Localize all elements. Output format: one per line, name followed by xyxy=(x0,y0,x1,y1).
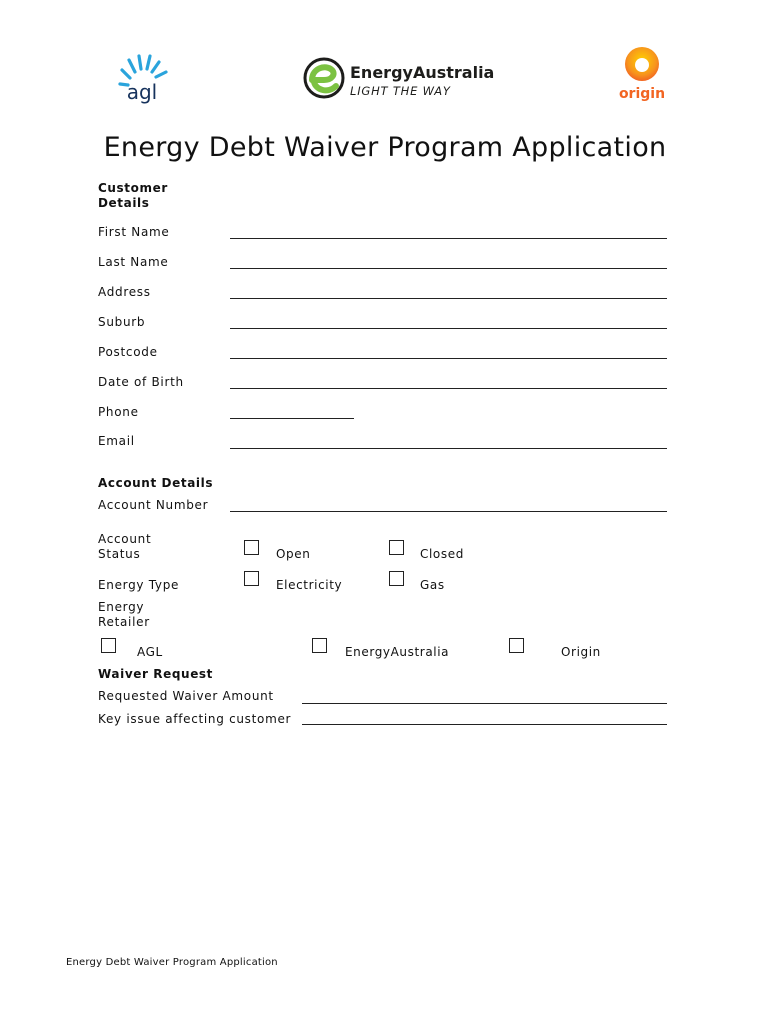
waiver-request-heading: Waiver Request xyxy=(98,667,214,681)
address-label: Address xyxy=(98,285,151,299)
address-field[interactable] xyxy=(230,298,667,299)
origin-logo-text: origin xyxy=(618,86,666,102)
agl-logo-text: agl xyxy=(126,80,158,104)
energy-australia-name: EnergyAustralia xyxy=(350,63,495,82)
type-gas-checkbox[interactable] xyxy=(389,571,404,586)
retailer-agl-checkbox[interactable] xyxy=(101,638,116,653)
dob-label: Date of Birth xyxy=(98,375,184,389)
retailer-origin-checkbox[interactable] xyxy=(509,638,524,653)
agl-logo xyxy=(114,52,180,104)
phone-field[interactable] xyxy=(230,418,354,419)
waiver-amount-label: Requested Waiver Amount xyxy=(98,689,274,703)
retailer-ea-label: EnergyAustralia xyxy=(345,645,450,659)
status-closed-checkbox[interactable] xyxy=(389,540,404,555)
status-open-checkbox[interactable] xyxy=(244,540,259,555)
type-electricity-label: Electricity xyxy=(276,578,343,592)
key-issue-label: Key issue affecting customer xyxy=(98,712,292,726)
customer-details-heading: Customer Details xyxy=(98,181,168,210)
last-name-field[interactable] xyxy=(230,268,667,269)
retailer-agl-label: AGL xyxy=(137,645,163,659)
last-name-label: Last Name xyxy=(98,255,169,269)
key-issue-field[interactable] xyxy=(302,724,667,725)
waiver-amount-field[interactable] xyxy=(302,703,667,704)
type-gas-label: Gas xyxy=(420,578,445,592)
first-name-label: First Name xyxy=(98,225,170,239)
status-open-label: Open xyxy=(276,547,311,561)
postcode-label: Postcode xyxy=(98,345,158,359)
dob-field[interactable] xyxy=(230,388,667,389)
account-status-label: Account Status xyxy=(98,532,152,561)
email-label: Email xyxy=(98,434,135,448)
energy-retailer-label: Energy Retailer xyxy=(98,600,150,629)
origin-logo xyxy=(614,44,674,102)
energy-australia-tagline: LIGHT THE WAY xyxy=(350,84,451,98)
account-details-heading: Account Details xyxy=(98,476,214,490)
account-number-label: Account Number xyxy=(98,498,209,512)
suburb-field[interactable] xyxy=(230,328,667,329)
energy-type-label: Energy Type xyxy=(98,578,180,592)
email-field[interactable] xyxy=(230,448,667,449)
phone-label: Phone xyxy=(98,405,139,419)
first-name-field[interactable] xyxy=(230,238,667,239)
suburb-label: Suburb xyxy=(98,315,146,329)
retailer-origin-label: Origin xyxy=(561,645,601,659)
retailer-ea-checkbox[interactable] xyxy=(312,638,327,653)
status-closed-label: Closed xyxy=(420,547,464,561)
postcode-field[interactable] xyxy=(230,358,667,359)
type-electricity-checkbox[interactable] xyxy=(244,571,259,586)
energy-australia-logo xyxy=(302,56,502,102)
page-footer: Energy Debt Waiver Program Application xyxy=(66,957,278,968)
page-title: Energy Debt Waiver Program Application xyxy=(103,132,667,163)
account-number-field[interactable] xyxy=(230,511,667,512)
